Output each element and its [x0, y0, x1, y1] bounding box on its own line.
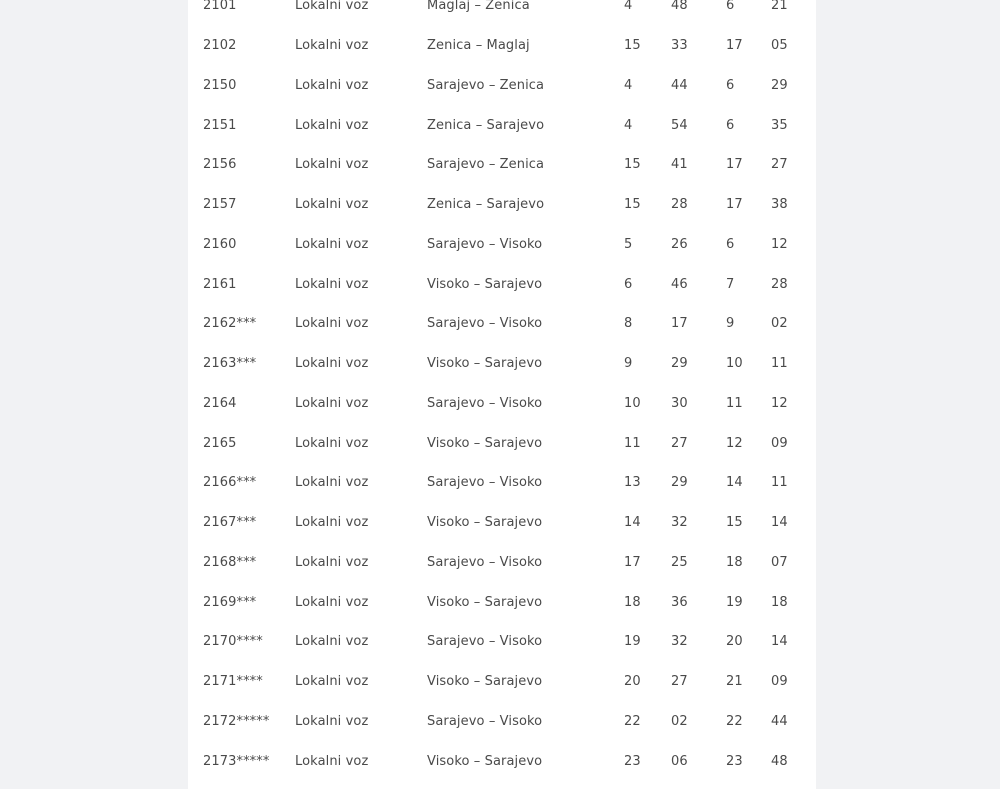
departure-hour-cell: 14: [624, 515, 641, 531]
train-type-cell: Lokalni voz: [295, 674, 369, 690]
arrival-hour-cell: 11: [726, 395, 743, 411]
table-row: [188, 423, 816, 463]
table-row: [188, 543, 816, 583]
train-type-cell: Lokalni voz: [295, 634, 369, 650]
departure-minute-cell: 06: [671, 753, 688, 769]
train-type-cell: Lokalni voz: [295, 236, 369, 252]
arrival-hour-cell: 6: [726, 117, 735, 133]
arrival-minute-cell: 12: [771, 236, 788, 252]
table-row: [188, 225, 816, 265]
arrival-hour-cell: 17: [726, 38, 743, 54]
train-type-cell: Lokalni voz: [295, 276, 369, 292]
departure-minute-cell: 48: [671, 0, 688, 14]
departure-minute-cell: 26: [671, 236, 688, 252]
arrival-minute-cell: 09: [771, 435, 788, 451]
departure-minute-cell: 25: [671, 554, 688, 570]
arrival-hour-cell: 15: [726, 515, 743, 531]
route-cell: Sarajevo – Zenica: [427, 77, 545, 93]
table-row: [188, 66, 816, 106]
departure-minute-cell: 32: [671, 634, 688, 650]
train-number-cell: 2150: [203, 77, 237, 93]
departure-hour-cell: 20: [624, 674, 641, 690]
route-cell: Sarajevo – Visoko: [427, 634, 543, 650]
table-row: [188, 702, 816, 742]
arrival-hour-cell: 9: [726, 316, 735, 332]
arrival-minute-cell: 11: [771, 356, 788, 372]
train-number-cell: 2173*****: [203, 753, 270, 769]
arrival-hour-cell: 20: [726, 634, 743, 650]
route-cell: Visoko – Sarajevo: [427, 674, 543, 690]
train-type-cell: Lokalni voz: [295, 356, 369, 372]
departure-minute-cell: 41: [671, 157, 688, 173]
train-type-cell: Lokalni voz: [295, 77, 369, 93]
departure-minute-cell: 29: [671, 475, 688, 491]
table-row: [188, 344, 816, 384]
arrival-minute-cell: 21: [771, 0, 788, 14]
departure-minute-cell: 36: [671, 594, 688, 610]
arrival-hour-cell: 17: [726, 157, 743, 173]
arrival-minute-cell: 09: [771, 674, 788, 690]
table-row: [188, 264, 816, 304]
departure-minute-cell: 02: [671, 713, 688, 729]
arrival-minute-cell: 02: [771, 316, 788, 332]
train-number-cell: 2151: [203, 117, 237, 133]
departure-hour-cell: 10: [624, 395, 641, 411]
arrival-minute-cell: 44: [771, 713, 788, 729]
route-cell: Sarajevo – Zenica: [427, 157, 545, 173]
train-number-cell: 2160: [203, 236, 237, 252]
arrival-hour-cell: 14: [726, 475, 743, 491]
departure-hour-cell: 4: [624, 0, 633, 14]
table-row: [188, 185, 816, 225]
table-row: [188, 0, 816, 26]
train-number-cell: 2157: [203, 197, 237, 213]
train-timetable: [188, 0, 816, 781]
route-cell: Sarajevo – Visoko: [427, 554, 543, 570]
table-row: [188, 463, 816, 503]
table-row: [188, 741, 816, 781]
arrival-hour-cell: 17: [726, 197, 743, 213]
route-cell: Sarajevo – Visoko: [427, 713, 543, 729]
route-cell: Maglaj – Zenica: [427, 0, 530, 14]
route-cell: Visoko – Sarajevo: [427, 356, 543, 372]
departure-hour-cell: 15: [624, 197, 641, 213]
departure-hour-cell: 11: [624, 435, 641, 451]
arrival-minute-cell: 07: [771, 554, 788, 570]
arrival-hour-cell: 23: [726, 753, 743, 769]
train-type-cell: Lokalni voz: [295, 594, 369, 610]
arrival-minute-cell: 12: [771, 395, 788, 411]
departure-hour-cell: 13: [624, 475, 641, 491]
arrival-minute-cell: 05: [771, 38, 788, 54]
route-cell: Zenica – Maglaj: [427, 38, 530, 54]
arrival-minute-cell: 38: [771, 197, 788, 213]
train-type-cell: Lokalni voz: [295, 435, 369, 451]
route-cell: Visoko – Sarajevo: [427, 515, 543, 531]
route-cell: Visoko – Sarajevo: [427, 594, 543, 610]
train-number-cell: 2167***: [203, 515, 257, 531]
route-cell: Visoko – Sarajevo: [427, 435, 543, 451]
train-type-cell: Lokalni voz: [295, 475, 369, 491]
train-number-cell: 2102: [203, 38, 237, 54]
arrival-hour-cell: 22: [726, 713, 743, 729]
route-cell: Sarajevo – Visoko: [427, 236, 543, 252]
train-number-cell: 2161: [203, 276, 237, 292]
train-number-cell: 2156: [203, 157, 237, 173]
departure-minute-cell: 33: [671, 38, 688, 54]
table-row: [188, 145, 816, 185]
route-cell: Sarajevo – Visoko: [427, 395, 543, 411]
departure-minute-cell: 30: [671, 395, 688, 411]
departure-hour-cell: 17: [624, 554, 641, 570]
arrival-minute-cell: 48: [771, 753, 788, 769]
departure-hour-cell: 18: [624, 594, 641, 610]
route-cell: Sarajevo – Visoko: [427, 316, 543, 332]
arrival-hour-cell: 6: [726, 0, 735, 14]
train-type-cell: Lokalni voz: [295, 157, 369, 173]
departure-hour-cell: 4: [624, 117, 633, 133]
route-cell: Sarajevo – Visoko: [427, 475, 543, 491]
departure-hour-cell: 9: [624, 356, 633, 372]
arrival-hour-cell: 21: [726, 674, 743, 690]
arrival-hour-cell: 6: [726, 236, 735, 252]
train-type-cell: Lokalni voz: [295, 395, 369, 411]
departure-minute-cell: 32: [671, 515, 688, 531]
table-row: [188, 582, 816, 622]
timetable-body: [188, 0, 816, 781]
arrival-hour-cell: 6: [726, 77, 735, 93]
table-row: [188, 105, 816, 145]
train-number-cell: 2165: [203, 435, 237, 451]
train-number-cell: 2162***: [203, 316, 257, 332]
route-cell: Zenica – Sarajevo: [427, 197, 545, 213]
arrival-minute-cell: 14: [771, 515, 788, 531]
route-cell: Zenica – Sarajevo: [427, 117, 545, 133]
departure-minute-cell: 17: [671, 316, 688, 332]
train-type-cell: Lokalni voz: [295, 554, 369, 570]
departure-minute-cell: 54: [671, 117, 688, 133]
train-type-cell: Lokalni voz: [295, 753, 369, 769]
train-type-cell: Lokalni voz: [295, 316, 369, 332]
train-number-cell: 2166***: [203, 475, 257, 491]
train-number-cell: 2164: [203, 395, 237, 411]
train-number-cell: 2163***: [203, 356, 257, 372]
departure-minute-cell: 44: [671, 77, 688, 93]
table-row: [188, 304, 816, 344]
train-type-cell: Lokalni voz: [295, 0, 369, 14]
route-cell: Visoko – Sarajevo: [427, 753, 543, 769]
arrival-minute-cell: 11: [771, 475, 788, 491]
arrival-minute-cell: 35: [771, 117, 788, 133]
departure-hour-cell: 22: [624, 713, 641, 729]
train-number-cell: 2168***: [203, 554, 257, 570]
departure-hour-cell: 8: [624, 316, 633, 332]
train-number-cell: 2171****: [203, 674, 263, 690]
train-number-cell: 2172*****: [203, 713, 270, 729]
document-page: [188, 0, 816, 789]
departure-hour-cell: 6: [624, 276, 633, 292]
departure-hour-cell: 5: [624, 236, 633, 252]
departure-minute-cell: 29: [671, 356, 688, 372]
table-row: [188, 662, 816, 702]
arrival-hour-cell: 19: [726, 594, 743, 610]
arrival-minute-cell: 29: [771, 77, 788, 93]
table-row: [188, 384, 816, 424]
train-number-cell: 2169***: [203, 594, 257, 610]
train-number-cell: 2170****: [203, 634, 263, 650]
table-row: [188, 503, 816, 543]
arrival-hour-cell: 12: [726, 435, 743, 451]
arrival-hour-cell: 7: [726, 276, 735, 292]
table-row: [188, 622, 816, 662]
train-type-cell: Lokalni voz: [295, 515, 369, 531]
departure-hour-cell: 19: [624, 634, 641, 650]
departure-minute-cell: 27: [671, 674, 688, 690]
arrival-hour-cell: 18: [726, 554, 743, 570]
arrival-minute-cell: 14: [771, 634, 788, 650]
arrival-hour-cell: 10: [726, 356, 743, 372]
departure-hour-cell: 23: [624, 753, 641, 769]
train-type-cell: Lokalni voz: [295, 197, 369, 213]
departure-minute-cell: 46: [671, 276, 688, 292]
departure-minute-cell: 28: [671, 197, 688, 213]
train-type-cell: Lokalni voz: [295, 117, 369, 133]
route-cell: Visoko – Sarajevo: [427, 276, 543, 292]
table-row: [188, 26, 816, 66]
train-type-cell: Lokalni voz: [295, 713, 369, 729]
arrival-minute-cell: 27: [771, 157, 788, 173]
train-number-cell: 2101: [203, 0, 237, 14]
departure-minute-cell: 27: [671, 435, 688, 451]
departure-hour-cell: 15: [624, 157, 641, 173]
departure-hour-cell: 4: [624, 77, 633, 93]
arrival-minute-cell: 28: [771, 276, 788, 292]
train-type-cell: Lokalni voz: [295, 38, 369, 54]
arrival-minute-cell: 18: [771, 594, 788, 610]
departure-hour-cell: 15: [624, 38, 641, 54]
